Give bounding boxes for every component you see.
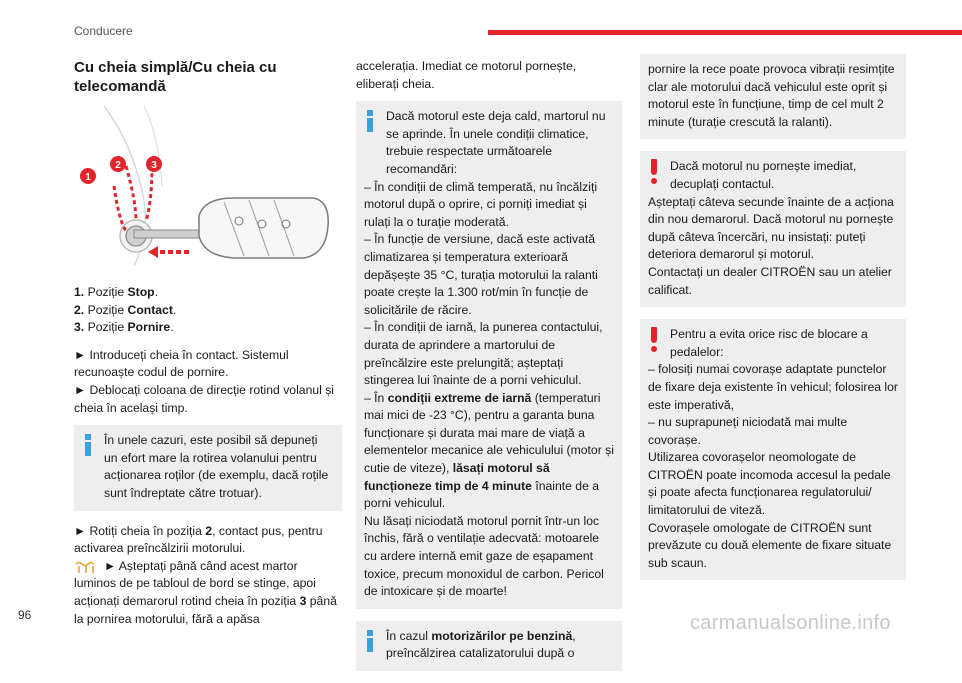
page-number: 96: [18, 608, 32, 622]
column-2: [356, 58, 622, 683]
step-text: ► Introduceți cheia în contact. Sistemul recunoaște codul de pornire.: [74, 347, 289, 380]
glow-plug-icon: [74, 560, 98, 574]
section-header: Conducere: [74, 24, 133, 38]
warning-box: Pentru a evita orice risc de blocare a pedalelor: – folosiți numai covorașe adaptate punctelor de fixare deja existente în vehicul; folosirea lor este imperativă, – nu suprapuneți niciodată mai multe covorașe. Utilizarea covorașelor neomologate de CITROËN poate incomoda accesul la pedale și poate afecta funcționarea regulatorului/ limitatorului de viteză. Covorașele omologate de CITROËN sunt prevăzute cu două elemente de fixare situate sub scaun.: [640, 319, 906, 580]
step-text: ► Deblocați coloana de direcție rotind volanul și cheia în același timp.: [74, 382, 335, 415]
info-box-continued: pornire la rece poate provoca vibrații resimțite clar ale motorului dacă vehiculul este oprit și motorul este în funcțiune, timp de cel mult 2 minute (turație crescută la ralanti).: [640, 54, 906, 139]
header-accent-bar: [488, 30, 962, 35]
info-box: În cazul motorizărilor pe benzină, preîncălzirea catalizatorului după o: [356, 621, 622, 671]
info-icon: [83, 434, 93, 458]
ignition-key-illustration: [74, 106, 342, 266]
marker-3: 3: [151, 160, 157, 171]
info-icon: [365, 110, 375, 134]
key-position-list: [74, 284, 342, 337]
warning-box: Dacă motorul nu pornește imediat, decuplați contactul. Așteptați câteva secunde înainte de a acționa din nou demarorul. Dacă motorul nu pornește după câteva încercări, nu insistați: puteți deteriora demarorul și motorul. Contactați un dealer CITROËN sau un atelier calificat.: [640, 151, 906, 307]
info-icon: [365, 630, 375, 654]
list-item: 3. Poziție Pornire.: [74, 320, 174, 335]
glow-plug-note: ► Așteptați până când acest martor luminos de pe tabloul de bord se stinge, apoi acționați demarorul rotind cheia în poziția 3 până la pornirea motorului, fără a apăsa: [74, 558, 337, 626]
marker-2: 2: [115, 160, 121, 171]
watermark: carmanualsonline.info: [690, 612, 891, 634]
info-box: Dacă motorul este deja cald, martorul nu se aprinde. În unele condiții climatice, trebuie respectate următoarele recomandări: – În condiții de climă temperată, nu încălziți motorul după o oprire, ci porniți imediat și rulați la o turație moderată. – În funcție de versiune, dacă este activată climatizarea și temperatura exterioară depășește 35 °C, turația motorului la ralanti poate crește la 1.300 rot/min în funcție de solicitările de răcire. – În condiții de iarnă, la punerea contactului, durata de aprindere a martorului de preîncălzire este prelungită; așteptați stingerea lui înainte de a porni vehiculul. – În condiții extreme de iarnă (temperaturi mai mici de -23 °C), pentru a garanta buna funcționare și durata mai mare de viață a elementelor mecanice ale vehiculului (motor și cutie de viteze), lăsați motorul să funcționeze timp de 4 minute înainte de a porni vehiculul. Nu lăsați niciodată motorul pornit într-un loc închis, fără o ventilație adecvată: motoarele cu ardere internă emit gaze de eșapament toxice, precum monoxidul de carbon. Pericol de intoxicare și de moarte!: [356, 101, 622, 609]
column-1: [74, 58, 342, 628]
warning-icon: [648, 327, 660, 353]
section-title: Cu cheia simplă/Cu cheia cu telecomandă: [74, 59, 277, 95]
step-text: ► Rotiți cheia în poziția 2, contact pus, pentru activarea preîncălzirii motorului.: [74, 523, 323, 556]
warning-icon: [648, 159, 660, 185]
info-box: În unele cazuri, este posibil să depuneți un efort mare la rotirea volanului pentru acționarea roților (de exemplu, dacă roțile sunt îndreptate către trotuar).: [74, 425, 342, 510]
column-3: [640, 58, 906, 592]
key-ignition-svg: [74, 106, 342, 266]
list-item: 1. Poziție Stop.: [74, 285, 158, 299]
marker-1: 1: [85, 172, 91, 183]
continued-text: accelerația. Imediat ce motorul pornește, eliberați cheia.: [356, 59, 577, 91]
list-item: 2. Poziție Contact.: [74, 302, 177, 317]
